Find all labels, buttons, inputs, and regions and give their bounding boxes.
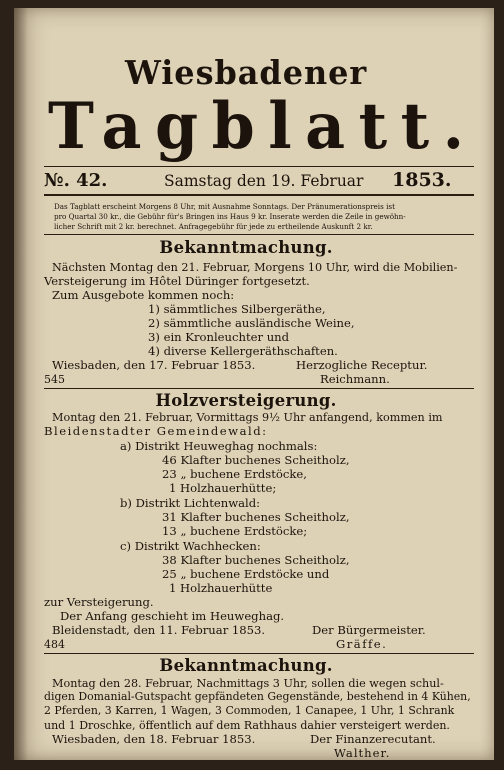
ad1-number: 545 [44, 373, 65, 386]
ad3-heading: Bekanntmachung. [159, 656, 333, 676]
ad2-district-a-line: 1 Holzhauerhütte; [169, 481, 277, 495]
ad-divider [44, 653, 474, 654]
ad2-signature-name: Gräffe. [336, 637, 388, 651]
ad2-district-b: b) Distrikt Lichtenwald: [120, 496, 261, 510]
ad3-line: Montag den 28. Februar, Nachmittags 3 Uhr, sollen die wegen schul- [52, 677, 444, 690]
ad1-signature-office: Herzogliche Receptur. [296, 358, 428, 372]
ad3-signature-office: Der Finanzerecutant. [310, 732, 436, 746]
issue-number: №. 42. [44, 170, 108, 191]
masthead-rule-top [44, 166, 474, 167]
ad1-line: Versteigerung im Hôtel Düringer fortgesetzt. [44, 274, 310, 288]
ad2-line: Bleidenstadter Gemeindewald: [44, 424, 268, 438]
ad1-place-date: Wiesbaden, den 17. Februar 1853. [52, 358, 256, 372]
newspaper-page [14, 8, 494, 760]
ad1-list-item: 3) ein Kronleuchter und [148, 330, 290, 344]
ad2-heading: Holzversteigerung. [155, 391, 337, 411]
ad1-list-item: 1) sämmtliches Silbergeräthe, [148, 302, 326, 316]
ad1-line: Nächsten Montag den 21. Februar, Morgens 10 Uhr, wird die Mobilien- [52, 261, 458, 274]
ad1-list-item: 2) sämmtliche ausländische Weine, [148, 316, 355, 330]
ad2-line: Montag den 21. Februar, Vormittags 9½ Uhr anfangend, kommen im [52, 411, 443, 424]
issue-date: Samstag den 19. Februar [164, 172, 364, 190]
notice-line: Das Tagblatt erscheint Morgens 8 Uhr, mit Ausnahme Sonntags. Der Pränumerationspreis ist [54, 202, 395, 211]
ad2-district-c-line: 38 Klafter buchenes Scheitholz, [162, 553, 350, 567]
ad2-district-a-line: 23 „ buchene Erdstöcke, [162, 467, 307, 481]
ad-divider [44, 388, 474, 389]
notice-line: pro Quartal 30 kr., die Gebühr für's Bringen ins Haus 9 kr. Inserate werden die Zeile in gewöhn- [54, 212, 406, 221]
ad2-line: zur Versteigerung. [44, 595, 154, 609]
ad2-district-c: c) Distrikt Wachhecken: [120, 539, 261, 553]
ad2-district-a-line: 46 Klafter buchenes Scheitholz, [162, 453, 350, 467]
ad1-list-item: 4) diverse Kellergeräthschaften. [148, 344, 338, 358]
ad2-signature-office: Der Bürgermeister. [312, 623, 426, 637]
notice-line: licher Schrift mit 2 kr. berechnet. Anfragegebühr für jede zu ertheilende Auskunft 2 kr. [54, 222, 373, 231]
ad2-district-b-line: 31 Klafter buchenes Scheitholz, [162, 510, 350, 524]
ad1-line: Zum Ausgebote kommen noch: [52, 288, 235, 302]
ad3-place-date: Wiesbaden, den 18. Februar 1853. [52, 732, 256, 746]
ad2-district-c-line: 1 Holzhauerhütte [169, 581, 273, 595]
ad3-line: 2 Pferden, 3 Karren, 1 Wagen, 3 Commoden, 1 Canapee, 1 Uhr, 1 Schrank [44, 704, 455, 717]
notice-rule [44, 234, 474, 235]
ad2-district-c-line: 25 „ buchene Erdstöcke und [162, 567, 330, 581]
page-spine-shadow [14, 8, 28, 760]
masthead-title-line1: Wiesbadener [124, 53, 368, 92]
ad2-district-a: a) Distrikt Heuweghag nochmals: [120, 439, 318, 453]
ad3-line: digen Domanial-Gutspacht gepfändeten Gegenstände, bestehend in 4 Kühen, [44, 690, 471, 703]
masthead-title-line2: Tagblatt. [48, 89, 478, 164]
masthead-rule-bottom [44, 194, 474, 196]
ad1-heading: Bekanntmachung. [159, 238, 333, 258]
ad3-line: und 1 Droschke, öffentlich auf dem Rathhaus dahier versteigert werden. [44, 719, 450, 732]
ad2-district-b-line: 13 „ buchene Erdstöcke; [162, 524, 308, 538]
issue-year: 1853. [392, 169, 452, 191]
ad3-signature-name: Walther. [334, 746, 391, 760]
ad1-signature-name: Reichmann. [320, 372, 390, 386]
ad2-place-date: Bleidenstadt, den 11. Februar 1853. [52, 623, 266, 637]
ad2-line: Der Anfang geschieht im Heuweghag. [60, 609, 285, 623]
ad2-number: 484 [44, 638, 65, 651]
